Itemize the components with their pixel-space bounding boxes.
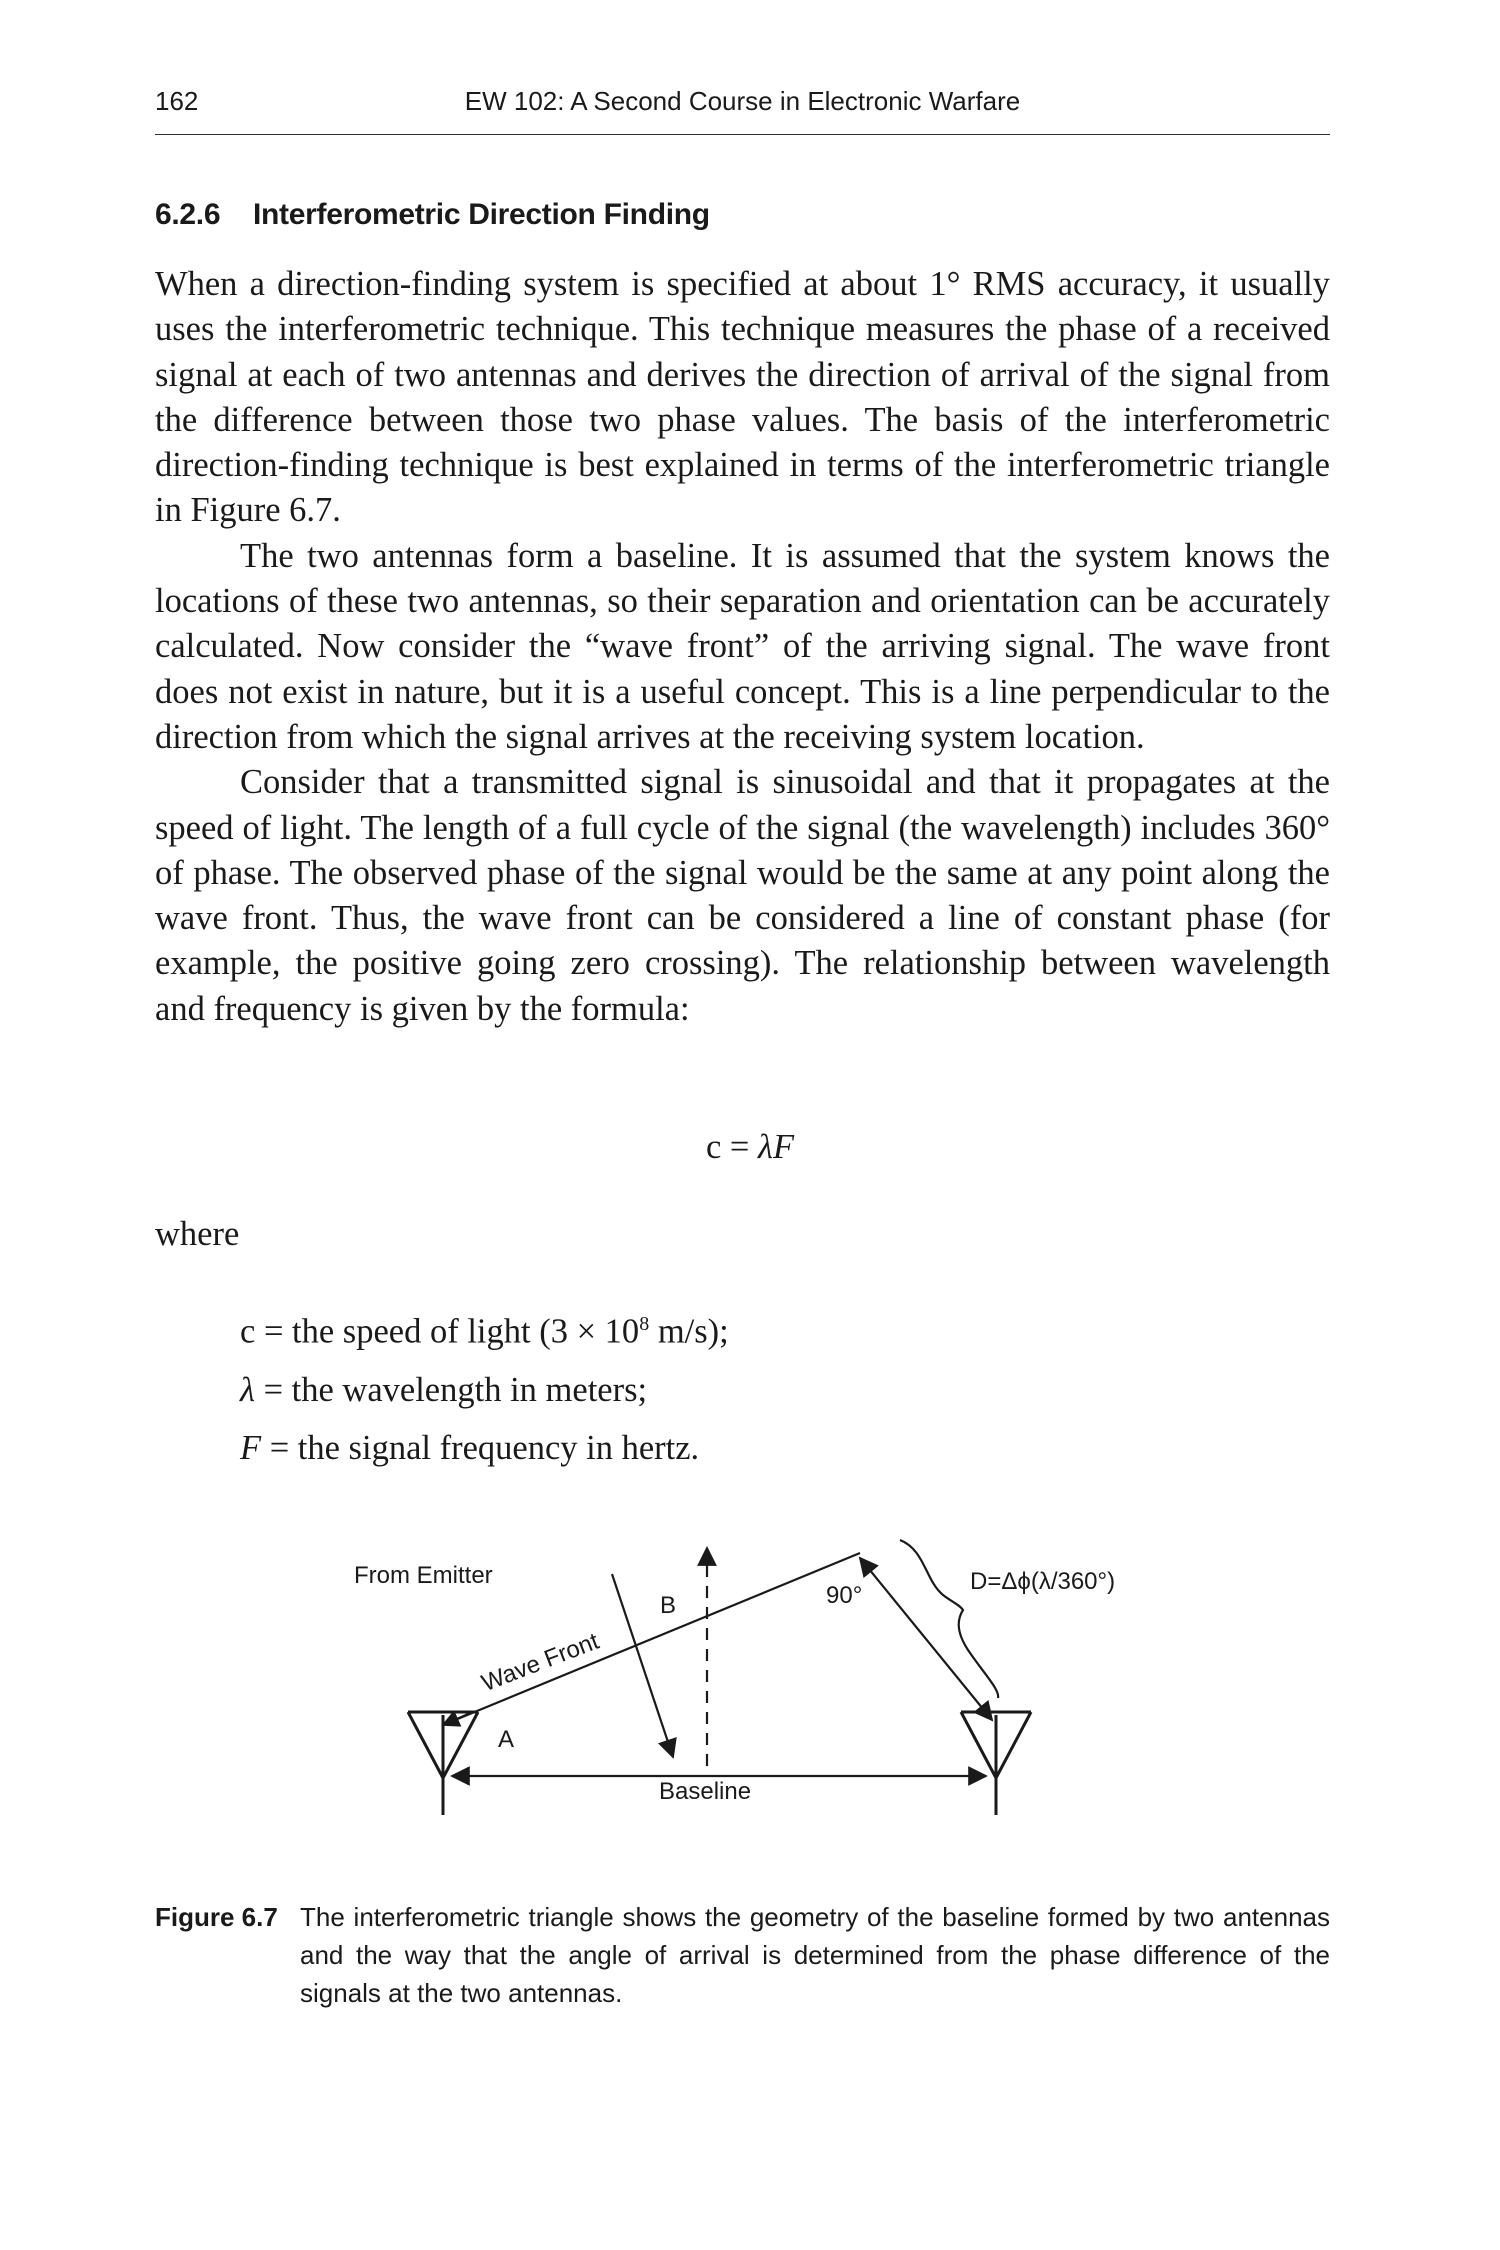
baseline-label: Baseline bbox=[659, 1778, 752, 1805]
definition-item bbox=[240, 1295, 729, 1361]
wave-front-arrow bbox=[443, 1713, 470, 1725]
left-antenna-icon bbox=[408, 1712, 478, 1815]
distance-formula-label: D=Δϕ(λ/360°) bbox=[970, 1568, 1116, 1595]
definition-list bbox=[240, 1295, 729, 1477]
definition-symbol: λ bbox=[240, 1370, 255, 1409]
definition-tail: m/s); bbox=[649, 1312, 729, 1351]
figure-caption bbox=[155, 1898, 1330, 2012]
figure-6-7 bbox=[0, 1520, 1500, 1840]
where-label: where bbox=[155, 1215, 240, 1253]
caption-text: The interferometric triangle shows the geometry of the baseline formed by two antennas and the way that the angle of arrival is determined from the phase difference of the signals at the two antennas. bbox=[300, 1902, 1330, 2008]
point-b-label: B bbox=[660, 1592, 677, 1619]
definition-exponent: 8 bbox=[639, 1313, 650, 1335]
right-angle-label: 90° bbox=[826, 1582, 863, 1609]
equation-lhs: c = bbox=[705, 1128, 758, 1166]
section-number: 6.2.6 bbox=[155, 198, 221, 231]
wave-front-label: Wave Front bbox=[477, 1627, 603, 1698]
page-number: 162 bbox=[155, 86, 199, 116]
running-title: EW 102: A Second Course in Electronic Warfare bbox=[464, 86, 1021, 116]
definition-item bbox=[240, 1419, 729, 1477]
equation bbox=[0, 1128, 1500, 1167]
caption-label: Figure 6.7 bbox=[155, 1902, 278, 1932]
definition-text: = the signal frequency in hertz. bbox=[261, 1428, 700, 1467]
section-heading bbox=[155, 198, 710, 232]
paragraph-1: When a direction-finding system is specified at about 1° RMS accuracy, it usually uses the interferometric technique. This technique measures the phase of a received signal at each of two antennas and derives the direction of arrival of the signal from the difference between those two phase values. The basis of the interferometric direction-finding technique is best explained in terms of the interferometric triangle in Figure 6.7. bbox=[155, 265, 1330, 530]
running-header bbox=[155, 86, 1330, 135]
definition-item bbox=[240, 1361, 729, 1419]
paragraph-2: The two antennas form a baseline. It is assumed that the system knows the locations of these two antennas, so their separation and orientation can be accurately calculated. Now consider the “wave front” of the arriving signal. The wave front does not exist in nature, but it is a useful concept. This is a line perpendicular to the direction from which the signal arrives at the receiving system location. bbox=[155, 536, 1330, 756]
definition-symbol: F bbox=[240, 1428, 262, 1467]
equation-rhs: λF bbox=[758, 1128, 795, 1166]
wave-front-line bbox=[443, 1553, 863, 1725]
definition-text: = the speed of light (3 × 10 bbox=[255, 1312, 640, 1351]
distance-brace bbox=[900, 1540, 998, 1698]
paragraph-3: Consider that a transmitted signal is sinusoidal and that it propagates at the speed of light. The length of a full cycle of the signal (the wavelength) includes 360° of phase. The observed phase of the signal would be the same at any point along the wave front. Thus, the wave front can be considered a line of constant phase (for example, the positive going zero crossing). The relationship between wavelength and frequency is given by the formula: bbox=[155, 763, 1330, 1028]
definition-symbol: c bbox=[240, 1312, 256, 1351]
point-a-label: A bbox=[498, 1726, 515, 1753]
definition-text: = the wavelength in meters; bbox=[254, 1370, 648, 1409]
from-emitter-label: From Emitter bbox=[354, 1562, 493, 1589]
section-title: Interferometric Direction Finding bbox=[253, 198, 710, 231]
right-antenna-icon bbox=[961, 1712, 1031, 1815]
body-text bbox=[155, 262, 1330, 1032]
